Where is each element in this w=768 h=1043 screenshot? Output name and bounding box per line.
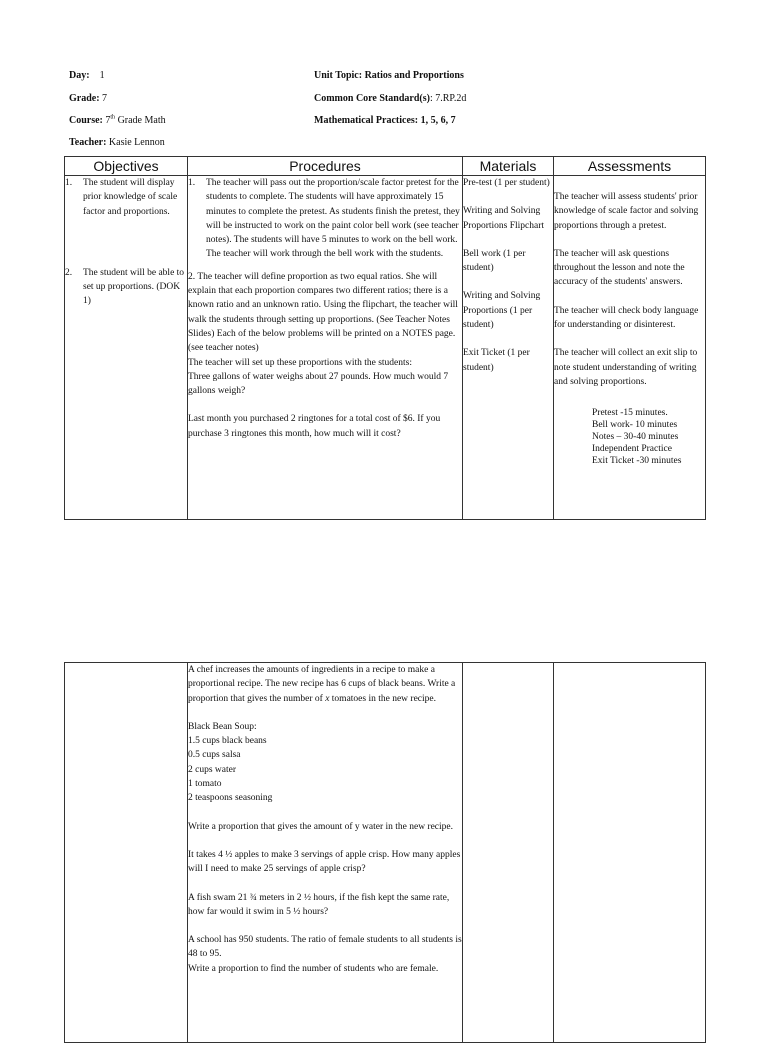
standard-value: : 7.RP.2d <box>429 93 467 104</box>
table-row <box>65 663 706 1043</box>
problem-ringtones: Last month you purchased 2 ringtones for a total cost of $6. If you purchase 3 ringtones this month, how much will it cost? <box>188 414 441 439</box>
problem-chef-variable: x <box>325 693 330 704</box>
problem-chef-text: A chef increases the amounts of ingredients in a recipe to make a proportional recipe. The new recipe has 6 cups of black beans. Write a proportion that gives the number of <box>188 665 456 704</box>
objective-number: 2. <box>65 267 73 278</box>
grade-line <box>69 93 107 105</box>
teacher-label: Teacher: <box>69 137 107 148</box>
unit-topic-label: Unit Topic: Ratios and Proportions <box>314 70 464 81</box>
timing-item: Bell work- 10 minutes <box>592 420 678 431</box>
grade-value: 7 <box>102 93 108 104</box>
problem-school: A school has 950 students. The ratio of female students to all students is 48 to 95. <box>188 935 462 960</box>
objectives-header: Objectives <box>65 157 188 176</box>
practices-line <box>314 115 456 127</box>
standard-line <box>314 93 466 105</box>
timing-item: Notes – 30-40 minutes <box>592 432 679 443</box>
practices-label: Mathematical Practices: 1, 5, 6, 7 <box>314 115 456 126</box>
objective-text: The student will be able to set up proportions. (DOK 1) <box>83 267 185 307</box>
problem-school-prompt: Write a proportion to find the number of students who are female. <box>188 963 439 974</box>
timing-list <box>592 407 705 467</box>
assessment-item: The teacher will ask questions throughout the lesson and note the accuracy of the students' answers. <box>554 248 685 288</box>
course-value-sup: th <box>110 114 116 121</box>
teacher-line <box>69 137 165 149</box>
course-value-rest: Grade Math <box>115 115 166 126</box>
ingredient-item: 2 teaspoons seasoning <box>188 793 273 804</box>
materials-cell <box>463 176 554 520</box>
assessments-header: Assessments <box>554 157 706 176</box>
objective-text: The student will display prior knowledge of scale factor and proportions. <box>83 178 178 217</box>
ingredient-item: 1.5 cups black beans <box>188 736 267 747</box>
materials-cell-continued <box>463 663 554 1043</box>
material-item: Pre-test (1 per student) <box>463 178 550 188</box>
standard-label: Common Core Standard(s) <box>314 93 430 104</box>
ingredient-item: 1 tomato <box>188 779 222 790</box>
objectives-cell-continued <box>65 663 188 1043</box>
materials-header: Materials <box>463 157 554 176</box>
timing-item: Exit Ticket -30 minutes <box>592 456 682 467</box>
lesson-plan-table <box>64 156 706 520</box>
recipe-title: Black Bean Soup: <box>188 721 257 732</box>
assessment-item: The teacher will assess students' prior knowledge of scale factor and solving proportions through a pretest. <box>554 192 699 231</box>
procedure-step-1 <box>188 176 462 262</box>
objective-item <box>65 176 187 219</box>
objective-item <box>65 266 187 309</box>
timing-item: Independent Practice <box>592 444 672 455</box>
course-label: Course: <box>69 115 103 126</box>
problem-chef-text-end: tomatoes in the new recipe. <box>329 693 436 704</box>
procedures-cell-continued <box>188 663 463 1043</box>
procedure-setup: The teacher will set up these proportions with the students: <box>188 357 412 368</box>
timing-item: Pretest -15 minutes. <box>592 408 668 419</box>
procedure-step-2: 2. The teacher will define proportion as two equal ratios. She will explain that each proportion compares two different ratios; there is a known ratio and an unknown ratio. Using the flipchart, the teacher will walk the students through setting up proportions. (See Teacher Notes Slides) Each of the below problems will be printed on a NOTES page. (see teacher notes) <box>188 271 458 354</box>
problem-water: Three gallons of water weighs about 27 pounds. How much would 7 gallons weigh? <box>188 371 449 397</box>
material-item: Writing and Solving Proportions Flipchart <box>463 206 545 231</box>
objectives-cell <box>65 176 188 520</box>
procedures-cell <box>188 176 463 520</box>
problem-chef <box>188 663 462 706</box>
procedure-number: 1. <box>188 178 196 188</box>
assessments-cell-continued <box>554 663 706 1043</box>
table-row <box>65 176 706 520</box>
assessments-cell <box>554 176 706 520</box>
procedures-header: Procedures <box>188 157 463 176</box>
teacher-value: Kasie Lennon <box>108 137 165 148</box>
objective-number: 1. <box>65 178 73 188</box>
table-header-row <box>65 157 706 176</box>
assessment-item: The teacher will check body language for understanding or disinterest. <box>554 305 699 331</box>
course-value: 7 <box>105 115 111 126</box>
material-item: Writing and Solving Proportions (1 per student) <box>463 291 541 331</box>
problem-apples: It takes 4 ½ apples to make 3 servings of apple crisp. How many apples will I need to make 25 servings of apple crisp? <box>188 849 461 875</box>
grade-label: Grade: <box>69 93 100 104</box>
ingredient-item: 2 cups water <box>188 764 237 775</box>
day-line <box>69 70 105 82</box>
continuation-table <box>64 662 706 1043</box>
course-line <box>69 115 166 127</box>
material-item: Bell work (1 per student) <box>463 248 526 274</box>
day-value: 1 <box>99 70 105 81</box>
unit-topic <box>314 70 464 82</box>
problem-water-recipe: Write a proportion that gives the amount of y water in the new recipe. <box>188 821 454 832</box>
material-item: Exit Ticket (1 per student) <box>463 348 530 373</box>
day-label: Day: <box>69 70 90 81</box>
procedure-text: The teacher will pass out the proportion/scale factor pretest for the students to complete. The students will have approximately 15 minutes to complete the pretest. As students finish the pretest, they will be instructed to work on the paint color bell work (see teacher notes). The students will have 5 minutes to work on the bell work. The teacher will work through the bell work with the students. <box>206 178 460 260</box>
assessment-item: The teacher will collect an exit slip to note student understanding of writing and solving proportions. <box>554 348 698 387</box>
problem-fish: A fish swam 21 ¾ meters in 2 ½ hours, if the fish kept the same rate, how far would it swim in 5 ½ hours? <box>188 892 450 917</box>
ingredient-item: 0.5 cups salsa <box>188 750 241 761</box>
